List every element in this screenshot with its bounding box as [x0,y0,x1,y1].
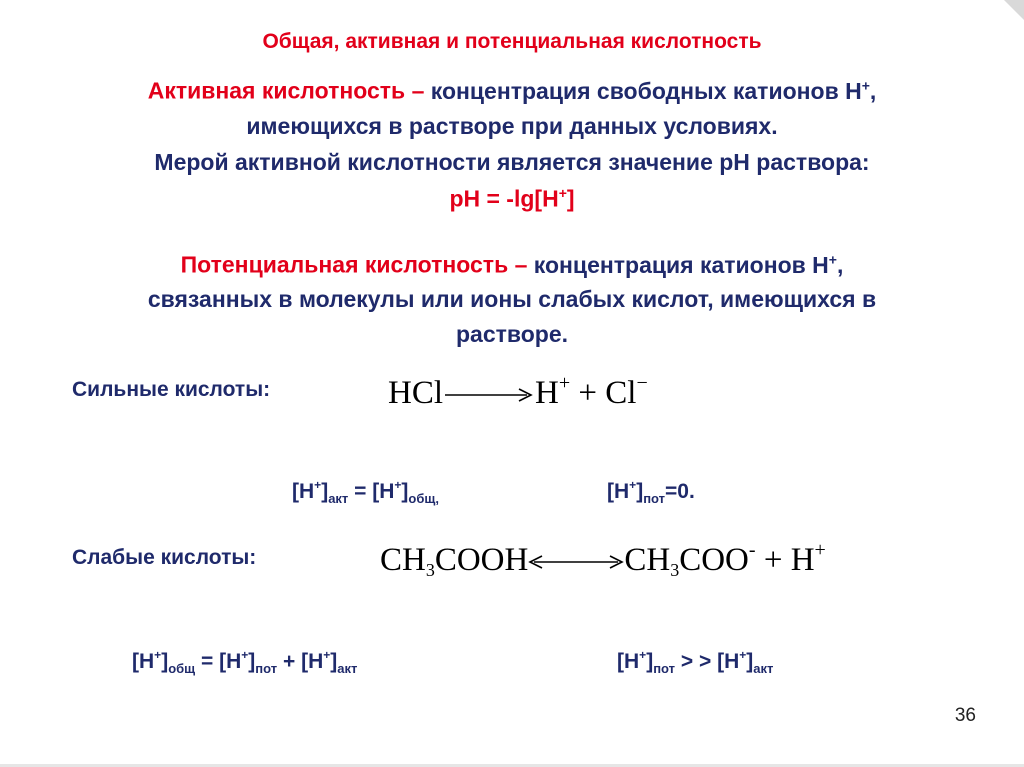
right-arrow-icon [443,385,535,405]
strong-acids-label: Сильные кислоты: [72,378,271,401]
potential-acidity-term: Потенциальная кислотность – [180,251,528,278]
weak-acid-comparison: $[Н^+]_{пот}$ > > $[Н^+]_{акт}$ [617,648,774,676]
active-acidity-measure: Мерой активной кислотности является значение рН раствора: [154,149,870,175]
active-acidity-line-2: имеющихся в растворе при данных условиях. [246,113,778,139]
potential-acidity-line-3: растворе. [455,321,568,347]
ph-formula: рН = -lg[H+] [449,185,575,212]
weak-acid-total-equation: $[Н^+]_{общ} = [Н^+]_{пот} + [Н^+]_{акт}$ [132,648,358,676]
weak-acid-reaction: $CH_3COOH$ $CH_3COO^- + H^+$ [380,539,826,580]
strong-acid-equality: $[Н^+]_{акт} = [Н^+]_{общ,}$ [292,478,439,506]
active-acidity-term: Активная кислотность – [147,77,425,104]
potential-acidity-line-1 [0,251,1024,279]
potential-acidity-line-2: связанных в молекулы или ионы слабых кислот, имеющихся в [147,286,877,312]
potential-acidity-definition-1: концентрация катионов Н+, [533,251,844,278]
slide-title: Общая, активная и потенциальная кислотность [262,30,762,53]
strong-acid-potential-zero: $[Н^+]_{пот}=0$. [607,478,695,506]
weak-acids-label: Слабые кислоты: [72,546,257,569]
active-acidity-definition-1: концентрация свободных катионов Н+, [430,77,877,104]
strong-acid-reaction: HCl H+ + Cl− [388,372,648,411]
corner-decoration [1004,0,1024,20]
equilibrium-arrow-icon [528,552,624,572]
page-number: 36 [954,705,976,726]
active-acidity-line-1 [0,77,1024,105]
